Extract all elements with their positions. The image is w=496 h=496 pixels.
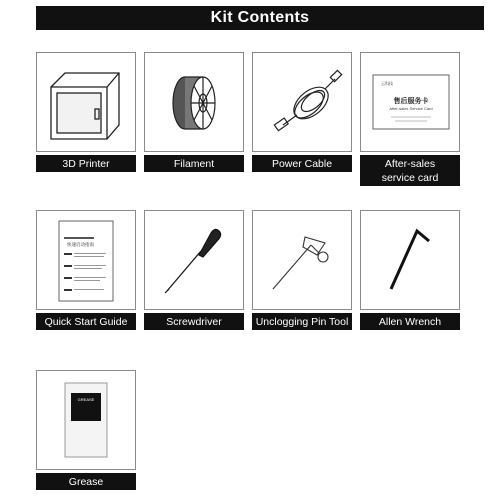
item-quick-start-guide: [36, 210, 136, 330]
item-label: After-sales service card: [360, 155, 460, 186]
quick-start-guide-image-frame: [36, 210, 136, 310]
allen-wrench-icon: [361, 211, 459, 309]
unclogging-pin-tool-image-frame: [252, 210, 352, 310]
item-label: Grease: [36, 473, 136, 490]
card-title-text: 售后服务卡: [393, 98, 429, 105]
power-cable-image-frame: [252, 52, 352, 152]
3d-printer-icon: [37, 53, 135, 151]
item-filament: [144, 52, 244, 172]
item-screwdriver: [144, 210, 244, 330]
item-label: Unclogging Pin Tool: [252, 313, 352, 330]
item-power-cable: [252, 52, 352, 172]
guide-booklet-icon: [37, 211, 135, 309]
filament-spool-icon: [145, 53, 243, 151]
grease-image-frame: [36, 370, 136, 470]
item-allen-wrench: [360, 210, 460, 330]
item-grease: [36, 370, 136, 490]
card-brand-text: 云科技: [381, 81, 393, 86]
item-label: 3D Printer: [36, 155, 136, 172]
card-subtitle-text: After-sales Service Card: [389, 106, 433, 111]
service-card-icon: [361, 53, 459, 151]
item-label: Power Cable: [252, 155, 352, 172]
item-after-sales-card: [360, 52, 460, 186]
item-label: Allen Wrench: [360, 313, 460, 330]
kit-contents-title: Kit Contents: [36, 6, 484, 30]
filament-image-frame: [144, 52, 244, 152]
item-3d-printer: [36, 52, 136, 172]
item-unclogging-pin-tool: [252, 210, 352, 330]
allen-wrench-image-frame: [360, 210, 460, 310]
item-label: Filament: [144, 155, 244, 172]
3d-printer-image-frame: [36, 52, 136, 152]
after-sales-card-image-frame: [360, 52, 460, 152]
grease-tube-icon: [37, 371, 135, 469]
power-cable-icon: [253, 53, 351, 151]
item-label: Quick Start Guide: [36, 313, 136, 330]
guide-title-text: 快速启动指南: [67, 242, 94, 247]
item-label: Screwdriver: [144, 313, 244, 330]
screwdriver-icon: [145, 211, 243, 309]
grease-label-text: GREASE: [77, 397, 95, 402]
unclogging-pin-icon: [253, 211, 351, 309]
screwdriver-image-frame: [144, 210, 244, 310]
